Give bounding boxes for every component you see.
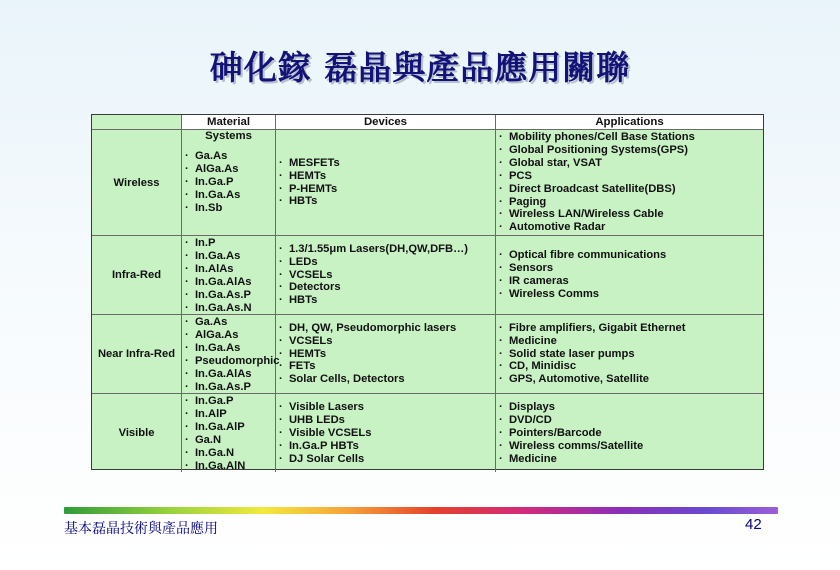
material-item: · In.Ga.N	[185, 447, 275, 460]
application-item: · Solid state laser pumps	[499, 348, 763, 361]
material-item: · In.Ga.AlAs	[185, 368, 275, 381]
row-label: Near Infra-Red	[92, 315, 182, 394]
row-label: Wireless	[92, 130, 182, 236]
header-material-systems: Material Systems	[182, 115, 276, 130]
device-item: · HEMTs	[279, 170, 495, 183]
material-item: · In.Sb	[185, 202, 275, 215]
application-item: · Mobility phones/Cell Base Stations	[499, 131, 763, 144]
material-item: · In.AlAs	[185, 263, 275, 276]
material-item: · In.AlP	[185, 408, 275, 421]
material-item: · In.Ga.P	[185, 176, 275, 189]
device-item: · Detectors	[279, 281, 495, 294]
application-item: · Wireless LAN/Wireless Cable	[499, 208, 763, 221]
applications-cell	[496, 394, 763, 472]
material-item: · In.Ga.As	[185, 189, 275, 202]
rainbow-divider	[64, 507, 778, 514]
slide-title: 砷化鎵 磊晶與產品應用關聯	[209, 48, 631, 87]
material-item: · In.Ga.As.N	[185, 302, 275, 315]
application-item: · Medicine	[499, 335, 763, 348]
device-item: · P-HEMTs	[279, 183, 495, 196]
material-item: · Ga.As	[185, 150, 275, 163]
application-item: · Displays	[499, 401, 763, 414]
application-item: · Fibre amplifiers, Gigabit Ethernet	[499, 322, 763, 335]
device-item: · Visible VCSELs	[279, 427, 495, 440]
device-item: · MESFETs	[279, 157, 495, 170]
application-item: · PCS	[499, 170, 763, 183]
application-item: · Wireless Comms	[499, 288, 763, 301]
material-item: · AlGa.As	[185, 163, 275, 176]
application-item: · Automotive Radar	[499, 221, 763, 234]
devices-cell	[276, 130, 496, 236]
materials-cell	[182, 315, 280, 394]
material-item: · Pseudomorphic	[185, 355, 275, 368]
materials-cell	[182, 130, 276, 236]
application-item: · IR cameras	[499, 275, 763, 288]
application-item: · Sensors	[499, 262, 763, 275]
device-item: · VCSELs	[279, 269, 495, 282]
device-item: · VCSELs	[279, 335, 495, 348]
device-item: · Visible Lasers	[279, 401, 495, 414]
applications-cell	[496, 130, 763, 236]
material-item: · Ga.As	[185, 316, 275, 329]
row-label: Infra-Red	[92, 236, 182, 315]
application-item: · DVD/CD	[499, 414, 763, 427]
material-item: · In.Ga.As	[185, 250, 275, 263]
material-item: · In.Ga.As.P	[185, 381, 275, 394]
device-item: · 1.3/1.55μm Lasers(DH,QW,DFB…)	[279, 243, 495, 256]
devices-cell	[276, 394, 496, 472]
material-item: · AlGa.As	[185, 329, 275, 342]
application-item: · Pointers/Barcode	[499, 427, 763, 440]
application-item: · GPS, Automotive, Satellite	[499, 373, 763, 386]
application-item: · Medicine	[499, 453, 763, 466]
material-item: · In.Ga.AlAs	[185, 276, 275, 289]
application-item: · Wireless comms/Satellite	[499, 440, 763, 453]
materials-cell	[182, 236, 276, 315]
header-applications: Applications	[496, 115, 763, 130]
material-item: · Ga.N	[185, 434, 275, 447]
device-item: · UHB LEDs	[279, 414, 495, 427]
device-item: · HBTs	[279, 294, 495, 307]
device-item: · Solar Cells, Detectors	[279, 373, 495, 386]
device-item: · LEDs	[279, 256, 495, 269]
device-item: · HBTs	[279, 195, 495, 208]
page-number: 42	[745, 516, 762, 533]
application-item: · Optical fibre communications	[499, 249, 763, 262]
devices-cell	[276, 315, 496, 394]
row-label: Visible	[92, 394, 182, 472]
material-item: · In.Ga.As	[185, 342, 275, 355]
devices-cell	[276, 236, 496, 315]
application-item: · Global star, VSAT	[499, 157, 763, 170]
material-item: · In.P	[185, 237, 275, 250]
header-devices: Devices	[276, 115, 496, 130]
materials-table	[91, 114, 764, 470]
material-item: · In.Ga.AlN	[185, 460, 275, 473]
device-item: · In.Ga.P HBTs	[279, 440, 495, 453]
device-item: · DH, QW, Pseudomorphic lasers	[279, 322, 495, 335]
application-item: · Direct Broadcast Satellite(DBS)	[499, 183, 763, 196]
header-blank	[92, 115, 182, 130]
application-item: · Global Positioning Systems(GPS)	[499, 144, 763, 157]
applications-cell	[496, 236, 763, 315]
materials-cell	[182, 394, 276, 472]
material-item: · In.Ga.AlP	[185, 421, 275, 434]
material-item: · In.Ga.P	[185, 395, 275, 408]
device-item: · DJ Solar Cells	[279, 453, 495, 466]
device-item: · HEMTs	[279, 348, 495, 361]
application-item: · Paging	[499, 196, 763, 209]
application-item: · CD, Minidisc	[499, 360, 763, 373]
device-item: · FETs	[279, 360, 495, 373]
material-item: · In.Ga.As.P	[185, 289, 275, 302]
applications-cell	[496, 315, 763, 394]
footer-text: 基本磊晶技術與產品應用	[64, 521, 218, 537]
